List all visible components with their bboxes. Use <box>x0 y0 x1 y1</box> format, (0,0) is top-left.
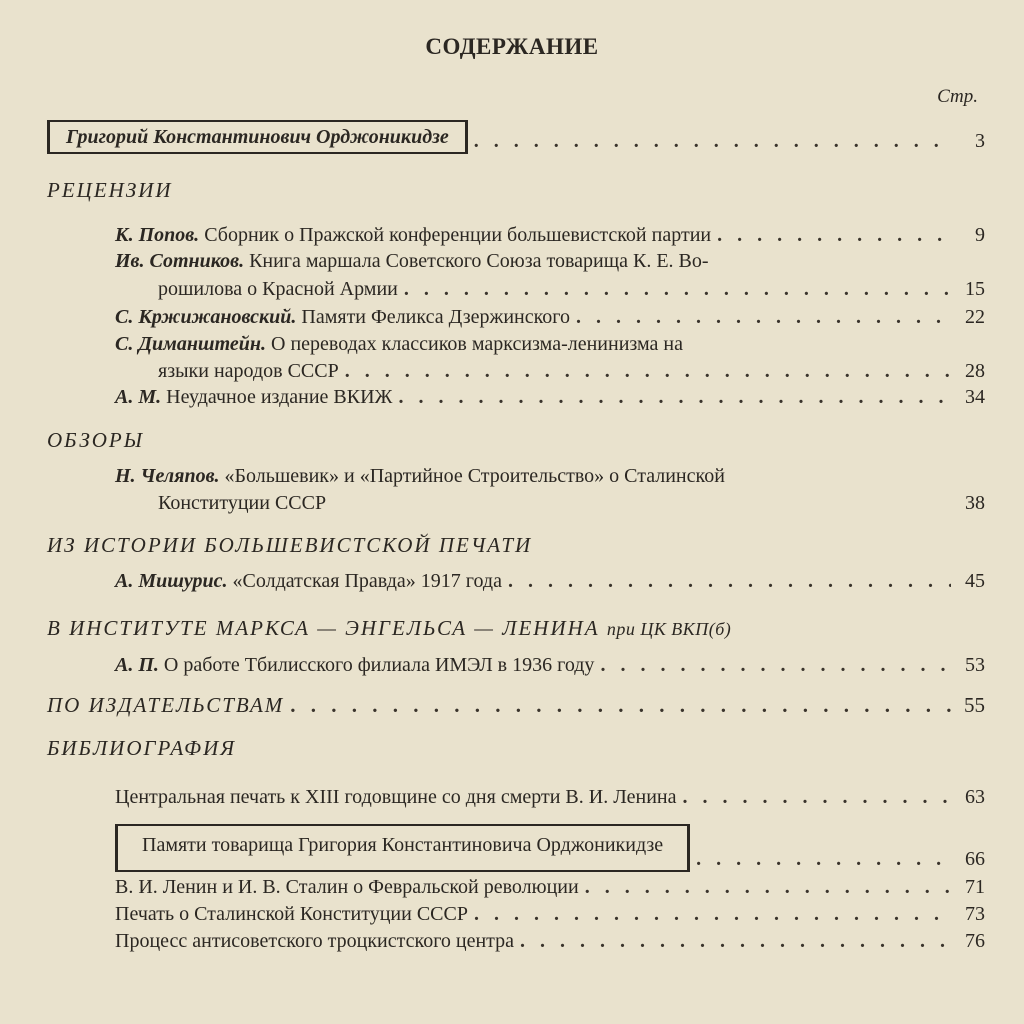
toc-entry-lead[interactable] <box>47 120 985 154</box>
entry-author: А. П. <box>115 654 159 676</box>
toc-entry[interactable] <box>158 276 985 302</box>
entry-author: С. Кржижановский. <box>115 306 297 328</box>
toc-entry[interactable] <box>115 652 985 678</box>
entry-author: А. М. <box>115 386 162 408</box>
toc-entry-publishers[interactable] <box>47 692 985 718</box>
toc-entry[interactable] <box>115 784 985 810</box>
entry-title: В. И. Ленин и И. В. Сталин о Февральской революции <box>115 876 579 898</box>
entry-author: Н. Челяпов. <box>115 465 220 487</box>
section-heading-institute-main: В ИНСТИТУТЕ МАРКСА — ЭНГЕЛЬСА — ЛЕНИНА <box>47 616 600 640</box>
dot-leader <box>290 692 951 718</box>
toc-entry-line[interactable] <box>115 248 709 274</box>
entry-title: Процесс антисоветского троцкистского центра <box>115 930 515 952</box>
dot-leader <box>717 222 951 248</box>
dot-leader <box>474 901 951 927</box>
entry-title: Книга маршала Советского Союза товарища К. Е. Во- <box>249 250 709 272</box>
entry-author: К. Попов. <box>115 224 200 246</box>
page-number: 73 <box>965 903 985 925</box>
page-number: 45 <box>965 570 985 592</box>
page-number: 76 <box>965 930 985 952</box>
entry-title: «Большевик» и «Партийное Строительство» о Сталинской <box>224 465 725 487</box>
page-number: 53 <box>965 654 985 676</box>
dot-leader <box>696 846 951 872</box>
toc-entry-boxed[interactable] <box>115 824 985 872</box>
page-number: 22 <box>965 306 985 328</box>
entry-title: языки народов СССР <box>158 360 339 382</box>
entry-title: Центральная печать к XIII годовщине со дня смерти В. И. Ленина <box>115 786 677 808</box>
entry-title: Сборник о Пражской конференции большевистской партии <box>204 224 712 246</box>
entry-author: А. Мишурис. <box>115 570 228 592</box>
page-number: 9 <box>975 224 985 246</box>
section-heading-institute <box>47 616 731 641</box>
entry-title: Неудачное издание ВКИЖ <box>166 386 393 408</box>
section-heading-bibliography: БИБЛИОГРАФИЯ <box>47 736 237 760</box>
page-number: 28 <box>965 360 985 382</box>
dot-leader <box>404 276 951 302</box>
toc-entry[interactable] <box>115 222 985 248</box>
toc-entry-line[interactable] <box>115 331 683 357</box>
entry-title: «Солдатская Правда» 1917 года <box>232 570 502 592</box>
entry-title: рошилова о Красной Армии <box>158 278 398 300</box>
toc-entry[interactable] <box>115 304 985 330</box>
section-heading-reviews: РЕЦЕНЗИИ <box>47 178 173 202</box>
toc-entry[interactable] <box>115 901 985 927</box>
toc-entry[interactable] <box>115 874 985 900</box>
page-number: 15 <box>965 278 985 300</box>
toc-entry-line[interactable] <box>115 463 725 489</box>
dot-leader <box>585 874 951 900</box>
entry-author: Ив. Сотников. <box>115 250 245 272</box>
page-number: 71 <box>965 876 985 898</box>
entry-author: С. Диманштейн. <box>115 333 266 355</box>
toc-entry[interactable] <box>115 928 985 954</box>
dot-leader <box>474 128 951 154</box>
dot-leader <box>398 384 951 410</box>
dot-leader <box>600 652 951 678</box>
entry-title: Конституции СССР <box>158 492 327 514</box>
page-number: 63 <box>965 786 985 808</box>
entry-title: Памяти товарища Григория Константиновича Орджоникидзе <box>115 824 690 872</box>
page-number: 55 <box>964 693 985 717</box>
page-number: 38 <box>965 492 985 514</box>
entry-title: О работе Тбилисского филиала ИМЭЛ в 1936 году <box>163 654 595 676</box>
entry-title: Печать о Сталинской Конституции СССР <box>115 903 468 925</box>
toc-entry[interactable] <box>115 568 985 594</box>
dot-leader <box>508 568 951 594</box>
toc-entry-lead-title: Григорий Константинович Орджоникидзе <box>47 120 468 154</box>
entry-title: О переводах классиков марксизма-ленинизма на <box>271 333 683 355</box>
section-heading-institute-sub: при ЦК ВКП(б) <box>606 619 732 639</box>
entry-title: Памяти Феликса Дзержинского <box>301 306 571 328</box>
section-heading-history: ИЗ ИСТОРИИ БОЛЬШЕВИСТСКОЙ ПЕЧАТИ <box>47 533 533 557</box>
page-title: СОДЕРЖАНИЕ <box>425 34 599 59</box>
section-heading-overviews: ОБЗОРЫ <box>47 428 145 452</box>
section-heading-publishers: ПО ИЗДАТЕЛЬСТВАМ <box>47 693 285 717</box>
page-column-label: Стр. <box>937 86 978 107</box>
page-number: 34 <box>965 386 985 408</box>
toc-entry[interactable] <box>158 358 985 384</box>
dot-leader <box>520 928 951 954</box>
dot-leader <box>576 304 951 330</box>
page-number: 3 <box>975 130 985 152</box>
toc-entry[interactable] <box>115 384 985 410</box>
toc-entry[interactable] <box>158 490 985 516</box>
dot-leader <box>683 784 952 810</box>
page-number: 66 <box>965 848 985 870</box>
dot-leader <box>345 358 951 384</box>
